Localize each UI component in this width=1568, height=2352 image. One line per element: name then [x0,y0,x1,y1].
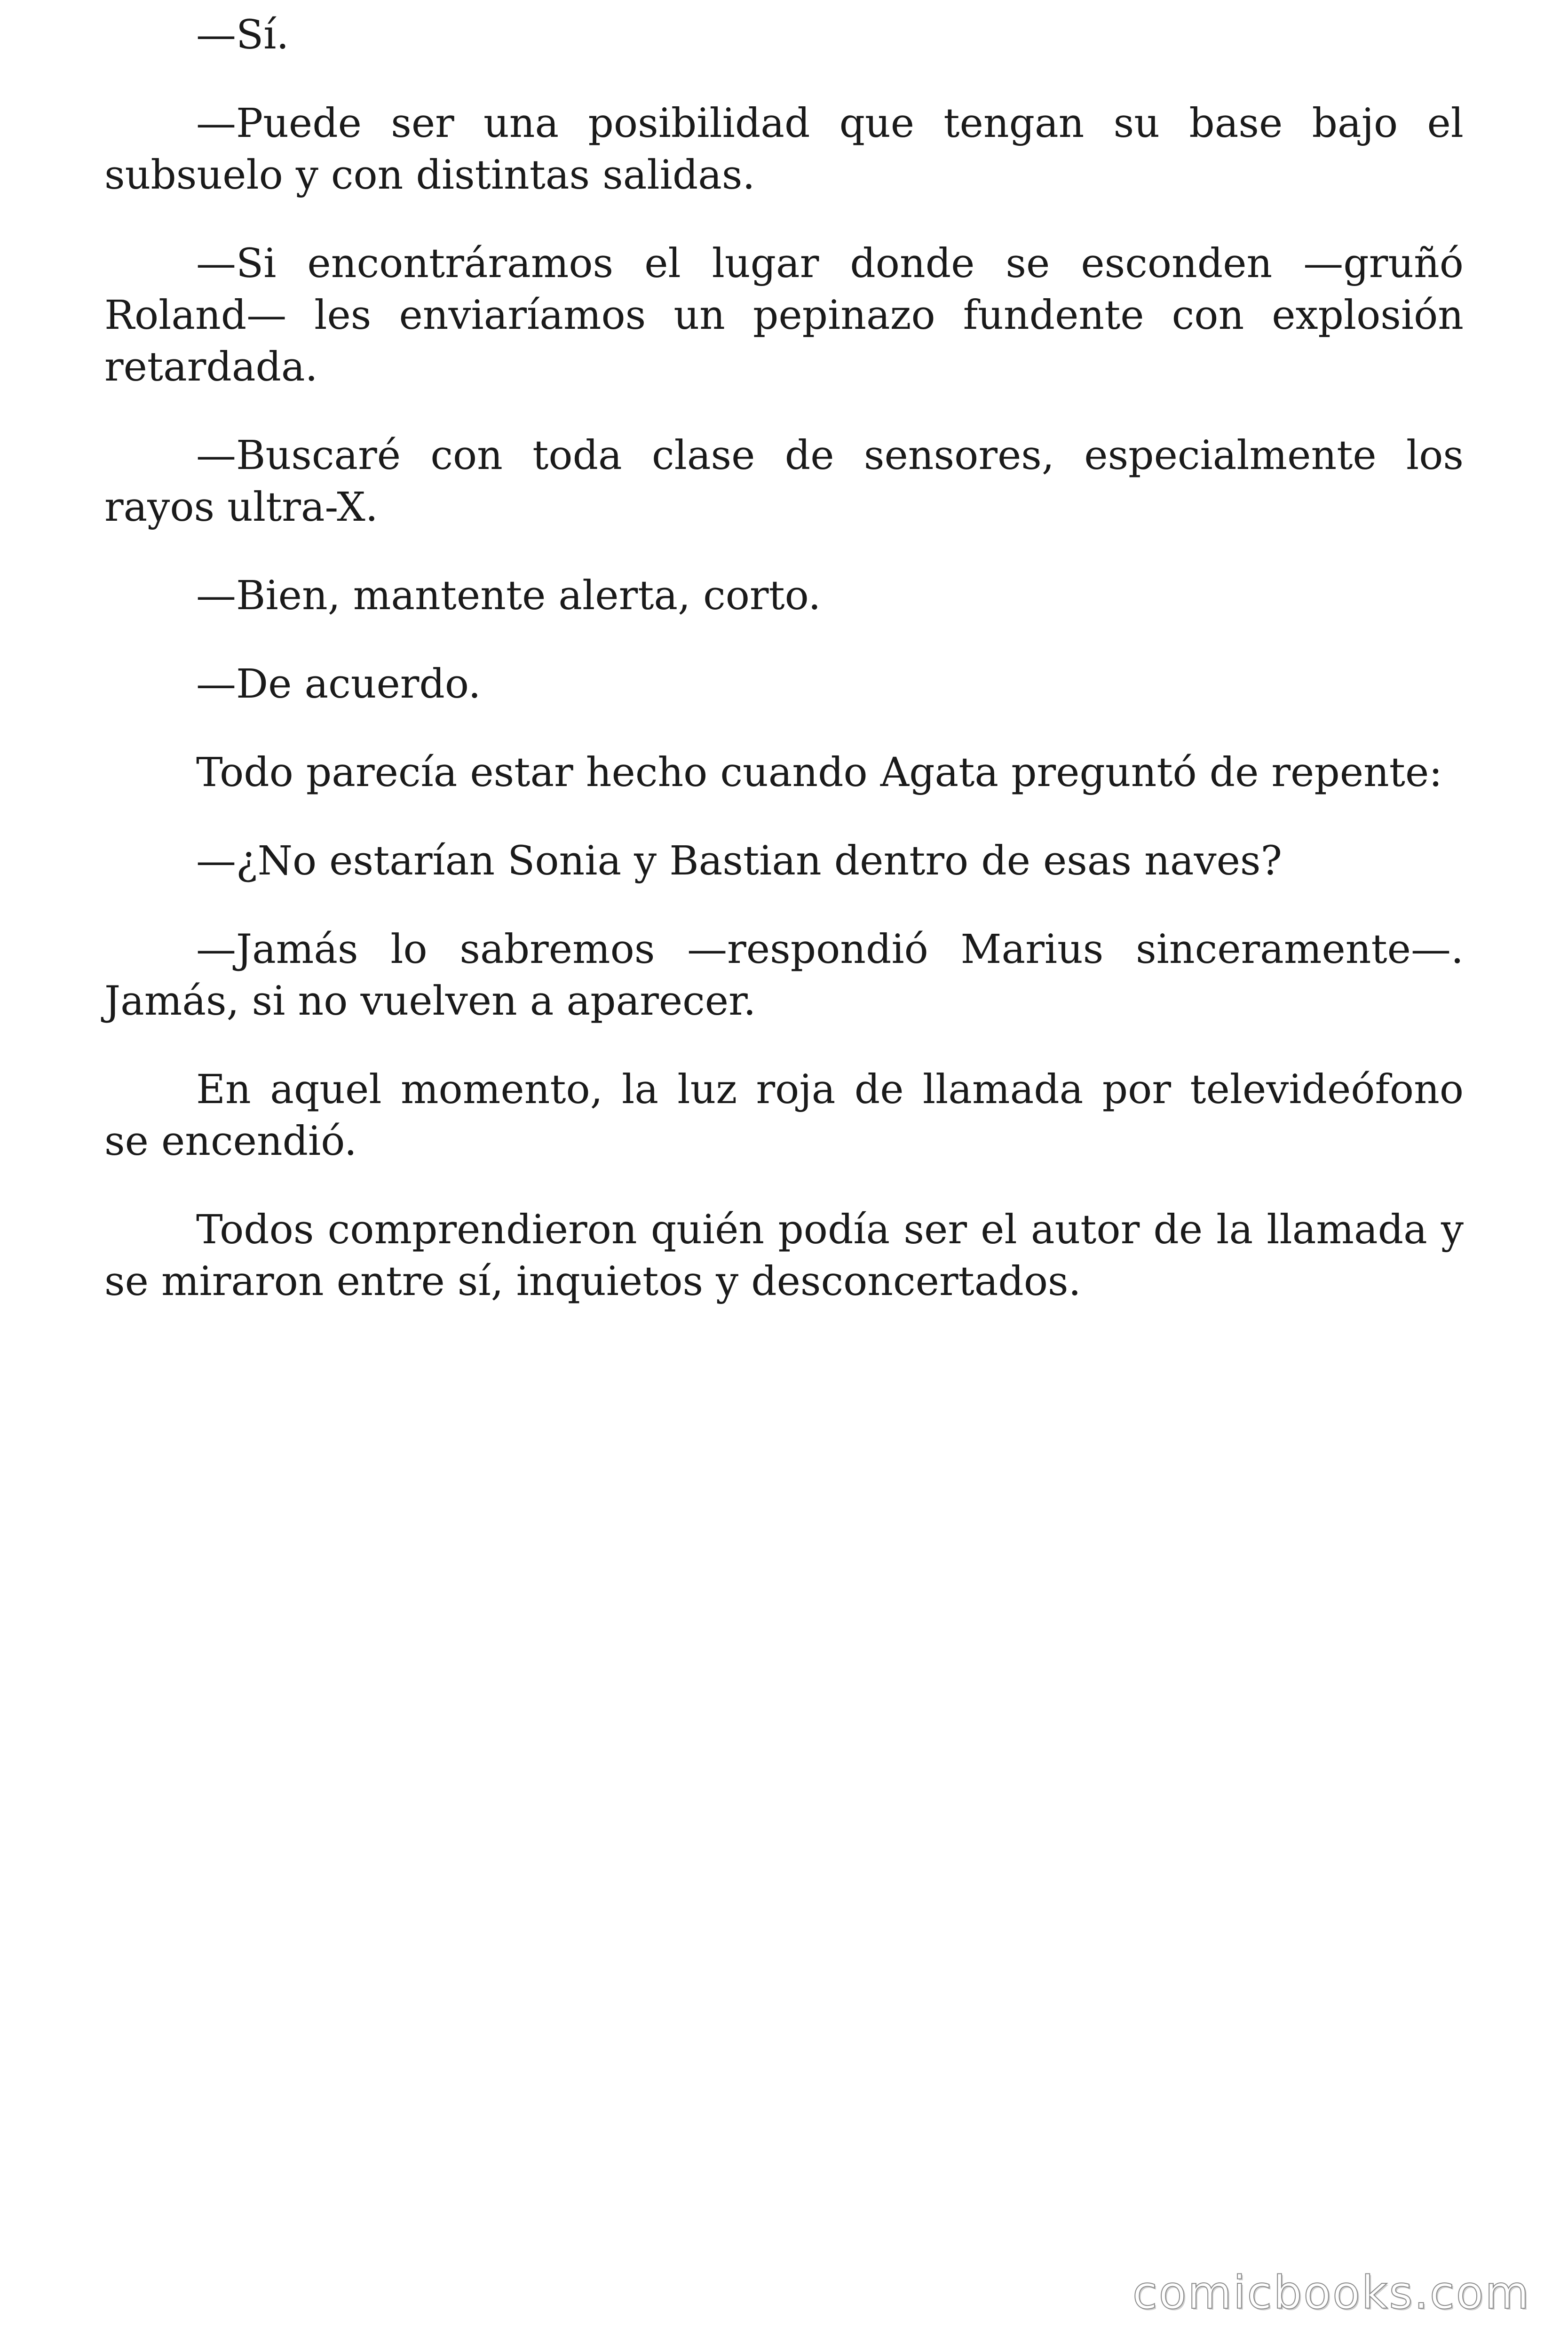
paragraph: —¿No estarían Sonia y Bastian dentro de esas naves? [196,838,1283,884]
paragraph: —Puede ser una posibilidad que tengan su base bajo el subsuelo y con distintas salidas. [104,100,1464,199]
paragraph: —Bien, mantente alerta, corto. [196,572,821,619]
paragraph: —Si encontráramos el lugar donde se esconden —gruñó Roland— les enviaríamos un pepinazo fundente con explosión retardada. [104,240,1464,390]
paragraph: —Buscaré con toda clase de sensores, especialmente los rayos ultra-X. [104,432,1464,531]
paragraph: —De acuerdo. [196,661,481,707]
watermark: comicbooks.com [1132,2266,1530,2319]
paragraph: Todo parecía estar hecho cuando Agata preguntó de repente: [196,749,1442,796]
paragraph: En aquel momento, la luz roja de llamada por televideófono se encendió. [104,1066,1464,1165]
paragraph: —Sí. [196,12,289,58]
paragraph: —Jamás lo sabremos —respondió Marius sinceramente—. Jamás, si no vuelven a aparecer. [104,926,1464,1025]
body-text [104,9,1464,1344]
paragraph: Todos comprendieron quién podía ser el autor de la llamada y se miraron entre sí, inquietos y desconcertados. [104,1207,1464,1305]
